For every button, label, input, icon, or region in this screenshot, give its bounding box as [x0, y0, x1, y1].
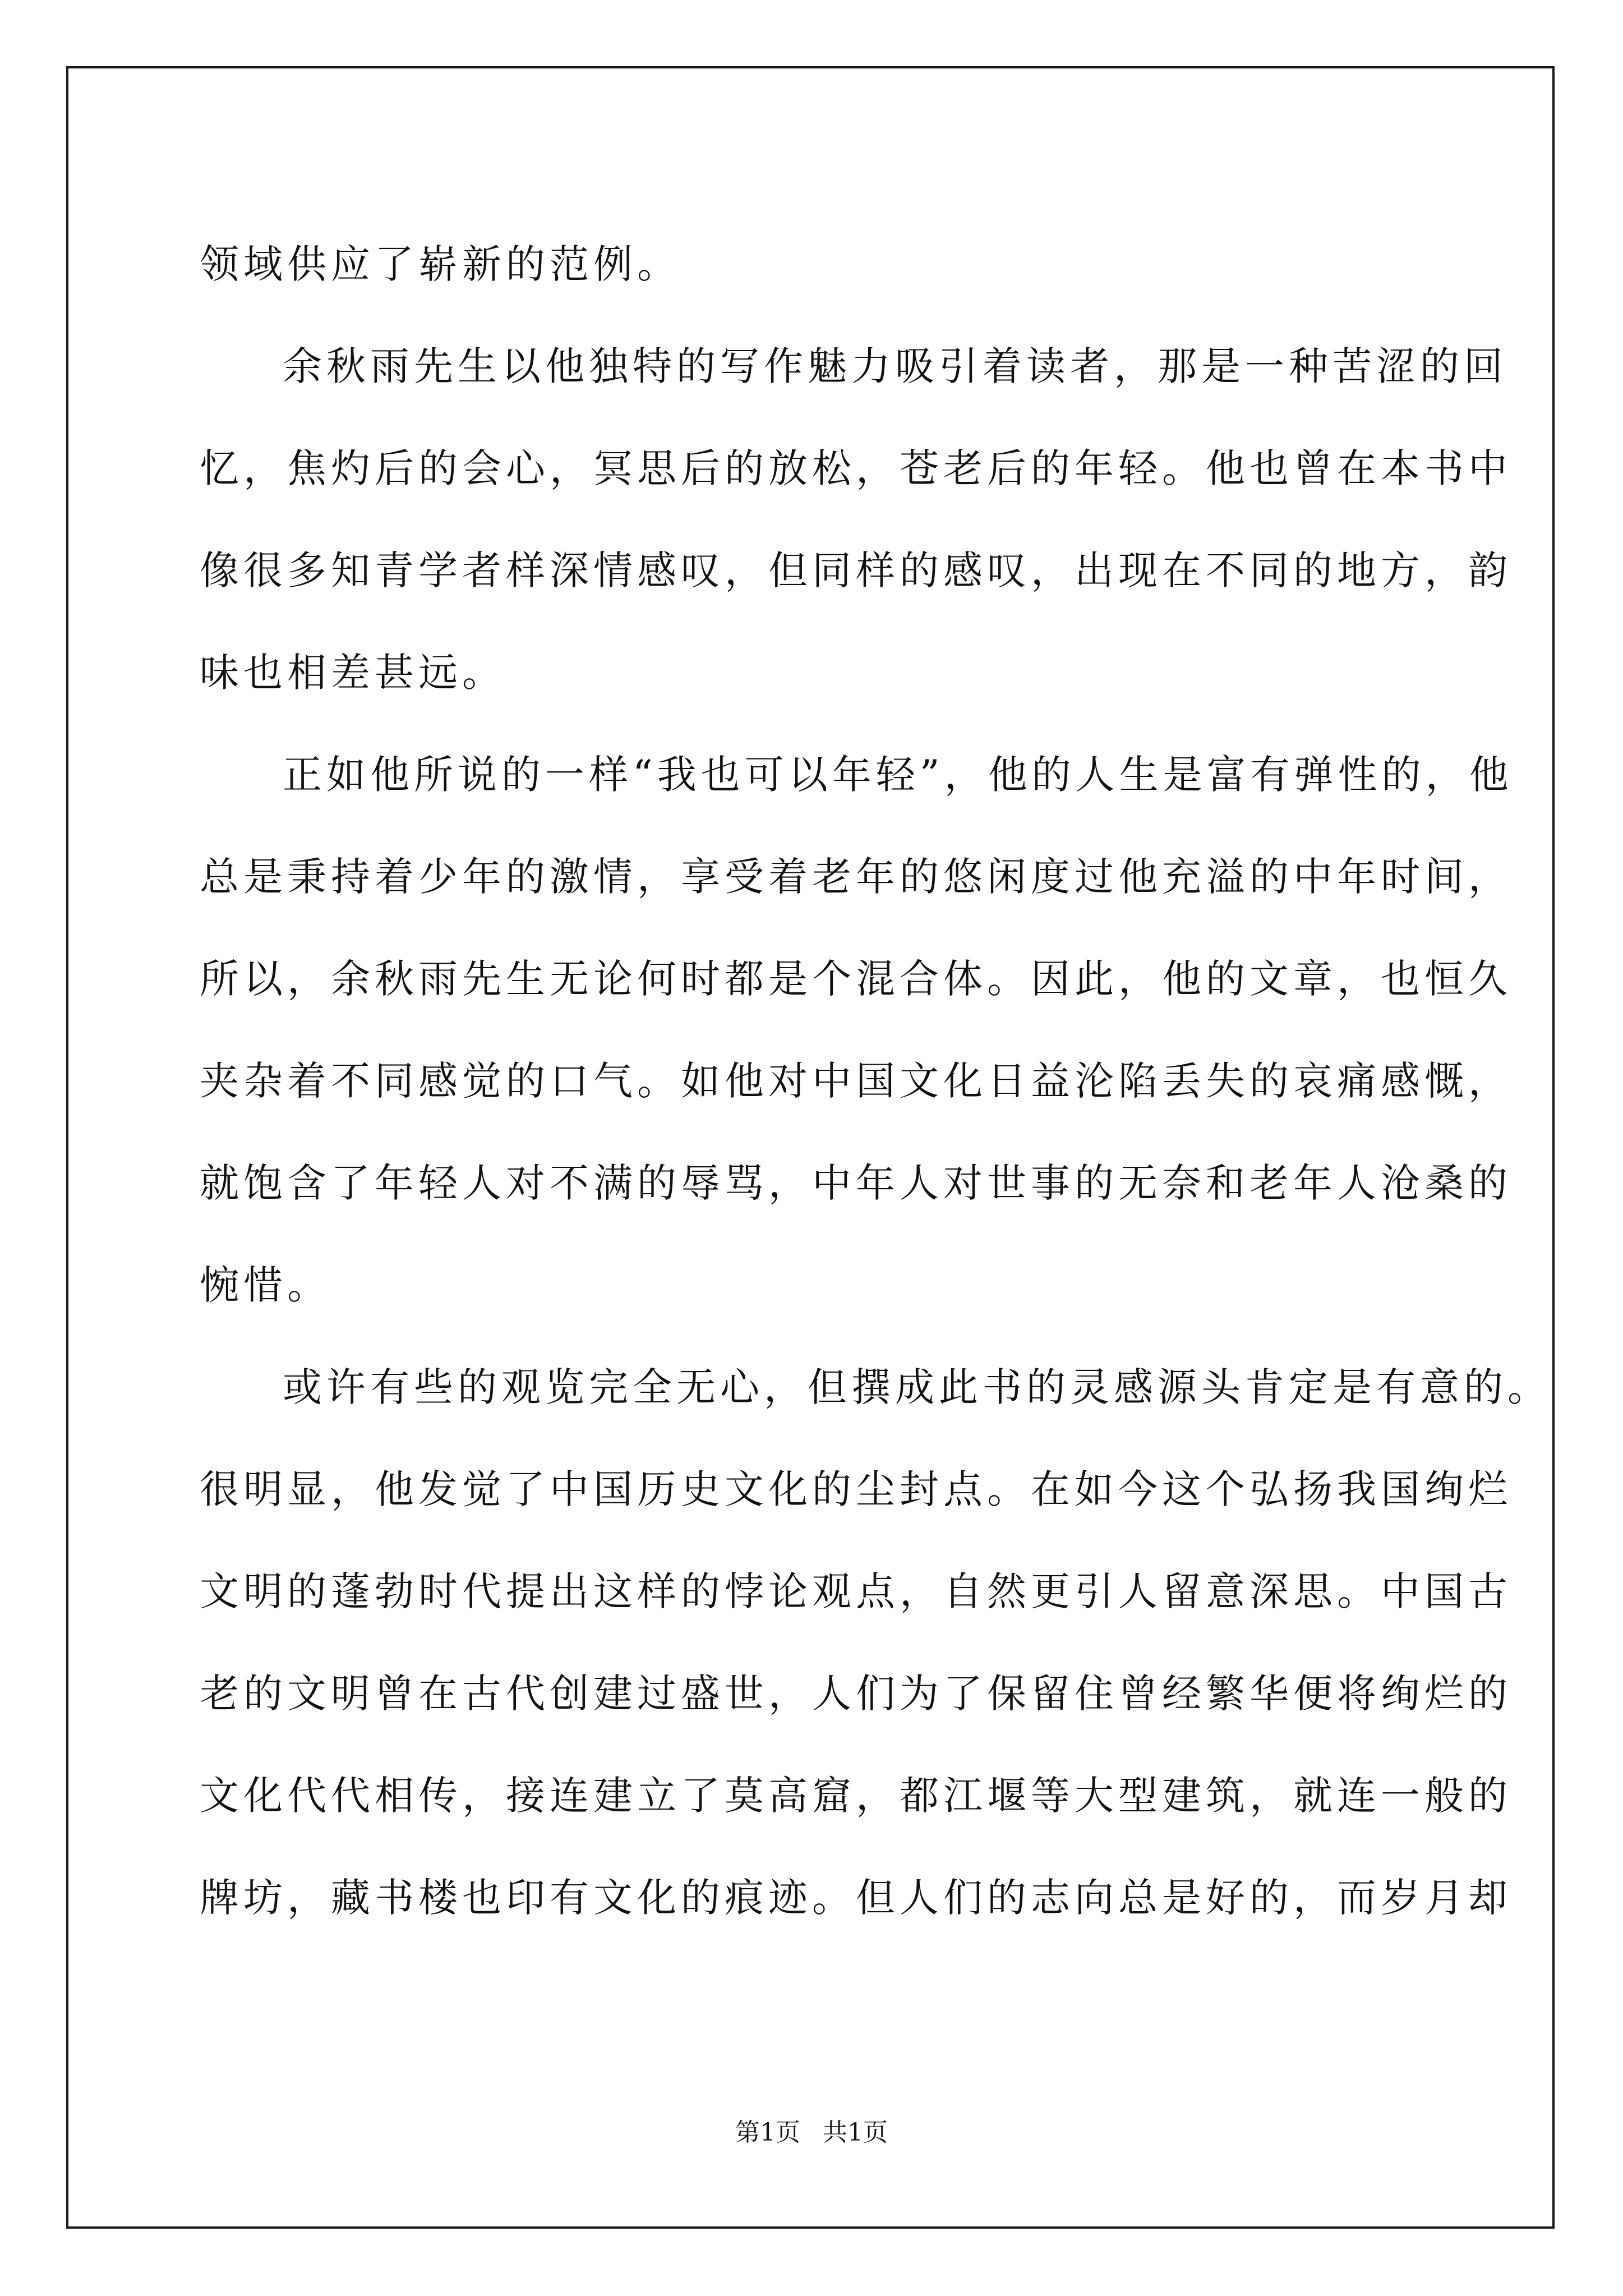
text-line: 牌坊，藏书楼也印有文化的痕迹。但人们的志向总是好的，而岁月却 — [200, 1875, 1512, 1921]
text-line: 或许有些的观览完全无心，但撰成此书的灵感源头肯定是有意的。 — [283, 1364, 1551, 1410]
text-line: 味也相差甚远。 — [200, 650, 506, 696]
page-footer — [0, 2116, 1623, 2150]
text-line: 老的文明曾在古代创建过盛世，人们为了保留住曾经繁华便将绚烂的 — [200, 1671, 1512, 1717]
text-line: 夹杂着不同感觉的口气。如他对中国文化日益沦陷丢失的哀痛感慨， — [200, 1058, 1512, 1104]
text-line: 惋惜。 — [200, 1262, 331, 1308]
text-line: 领域供应了崭新的范例。 — [200, 241, 681, 287]
text-line: 所以，余秋雨先生无论何时都是个混合体。因此，他的文章，也恒久 — [200, 956, 1512, 1002]
text-line: 总是秉持着少年的激情，享受着老年的悠闲度过他充溢的中年时间， — [200, 854, 1512, 900]
text-line: 正如他所说的一样“我也可以年轻”，他的人生是富有弹性的，他 — [283, 752, 1513, 798]
text-line: 忆，焦灼后的会心，冥思后的放松，苍老后的年轻。他也曾在本书中 — [200, 445, 1512, 491]
document-body — [200, 213, 1551, 1949]
text-line: 很明显，他发觉了中国历史文化的尘封点。在如今这个弘扬我国绚烂 — [200, 1466, 1512, 1512]
text-line: 就饱含了年轻人对不满的辱骂，中年人对世事的无奈和老年人沧桑的 — [200, 1160, 1512, 1206]
page-number-total: 共1页 — [823, 2118, 888, 2147]
text-line: 文明的蓬勃时代提出这样的悖论观点，自然更引人留意深思。中国古 — [200, 1568, 1512, 1614]
text-line: 文化代代相传，接连建立了莫高窟，都江堰等大型建筑，就连一般的 — [200, 1773, 1512, 1819]
page-number-current: 第1页 — [735, 2118, 800, 2147]
text-line: 像很多知青学者样深情感叹，但同样的感叹，出现在不同的地方，韵 — [200, 547, 1512, 593]
text-line: 余秋雨先生以他独特的写作魅力吸引着读者，那是一种苦涩的回 — [283, 343, 1507, 389]
